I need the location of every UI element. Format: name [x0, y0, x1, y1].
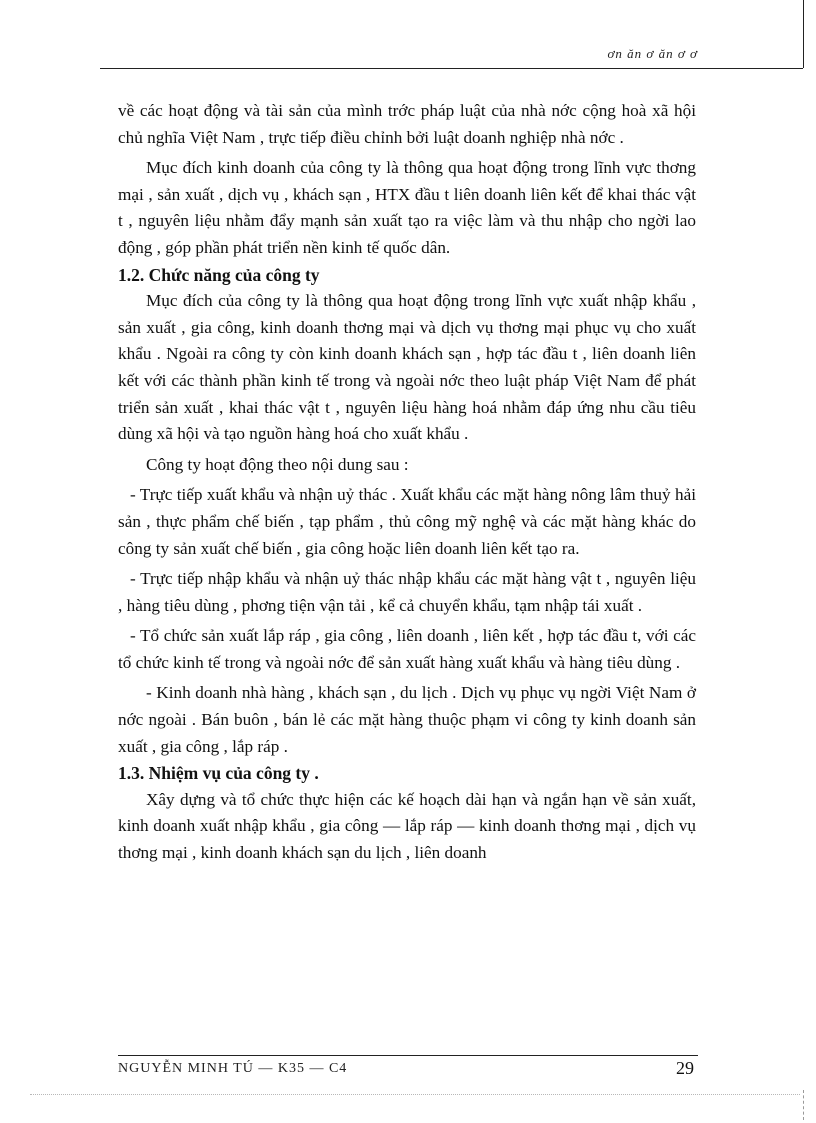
list-item-import: - Trực tiếp nhập khẩu và nhận uỷ thác nhập khẩu các mặt hàng vật t , nguyên liệu , hàng tiêu dùng , phơng tiện vận tải , kể cả chuyển khẩu, tạm nhập tái xuất .: [118, 569, 696, 615]
page-body: [118, 98, 696, 867]
paragraph-4: Công ty hoạt động theo nội dung sau :: [146, 454, 409, 474]
paragraph-3: Mục đích của công ty là thông qua hoạt động trong lĩnh vực xuất nhập khẩu , sản xuất , gia công, kinh doanh thơng mại và dịch vụ thơng mại phục vụ cho xuất khẩu . Ngoài ra công ty còn kinh doanh khách sạn , hợp tác đầu t , liên doanh liên kết với các thành phần kinh tế trong và ngoài nớc theo luật pháp Việt Nam để phát triển sản xuất , khai thác vật t , nguyên liệu hàng hoá nhằm đáp ứng nhu cầu tiêu dùng xã hội và tạo nguồn hàng hoá cho xuất khẩu .: [118, 291, 696, 444]
running-header: ơn ăn ơ ăn ơ ơ: [607, 46, 698, 61]
list-item-export: - Trực tiếp xuất khẩu và nhận uỷ thác . Xuất khẩu các mặt hàng nông lâm thuỷ hải sản , thực phẩm chế biến , tạp phẩm , thủ công mỹ nghệ và các mặt hàng khác do công ty sản xuất chế biến , gia công hoặc liên doanh liên kết tạo ra.: [118, 485, 696, 558]
paragraph-2: Mục đích kinh doanh của công ty là thông qua hoạt động trong lĩnh vực thơng mại , sản xuất , dịch vụ , khách sạn , HTX đầu t liên doanh liên kết để khai thác vật t , nguyên liệu nhằm đẩy mạnh sản xuất tạo ra việc làm và thu nhập cho ngời lao động , góp phần phát triển nền kinh tế quốc dân.: [118, 158, 696, 257]
header-rule: [100, 68, 803, 69]
paragraph-9: Xây dựng và tổ chức thực hiện các kế hoạch dài hạn và ngắn hạn về sản xuất, kinh doanh xuất nhập khẩu , gia công — lắp ráp — kinh doanh thơng mại , dịch vụ thơng mại , kinh doanh khách sạn du lịch , liên doanh: [118, 789, 696, 863]
header-right-rule: [803, 0, 804, 68]
page-break-line: [30, 1094, 800, 1095]
list-item-production: - Tổ chức sản xuất lắp ráp , gia công , liên doanh , liên kết , hợp tác đầu t, với các tổ chức kinh tế trong và ngoài nớc để sản xuất hàng xuất khẩu và hàng tiêu dùng .: [118, 626, 696, 672]
page-edge-marker: [803, 1090, 804, 1120]
page-number: 29: [676, 1058, 694, 1078]
footer-rule: [118, 1055, 698, 1056]
paragraph-1: về các hoạt động và tài sản của mình trớc pháp luật của nhà nớc cộng hoà xã hội chủ nghĩa Việt Nam , trực tiếp điều chỉnh bởi luật doanh nghiệp nhà nớc .: [118, 101, 696, 147]
section-heading-1-2: 1.2. Chức năng của công ty: [118, 264, 320, 285]
footer-author: NGUYỄN MINH TÚ — K35 — C4: [118, 1061, 348, 1076]
list-item-hospitality: - Kinh doanh nhà hàng , khách sạn , du lịch . Dịch vụ phục vụ ngời Việt Nam ở nớc ngoài . Bán buôn , bán lẻ các mặt hàng thuộc phạm vi công ty kinh doanh sản xuất , gia công , lắp ráp .: [118, 683, 696, 756]
section-heading-1-3: 1.3. Nhiệm vụ của công ty .: [118, 763, 319, 784]
